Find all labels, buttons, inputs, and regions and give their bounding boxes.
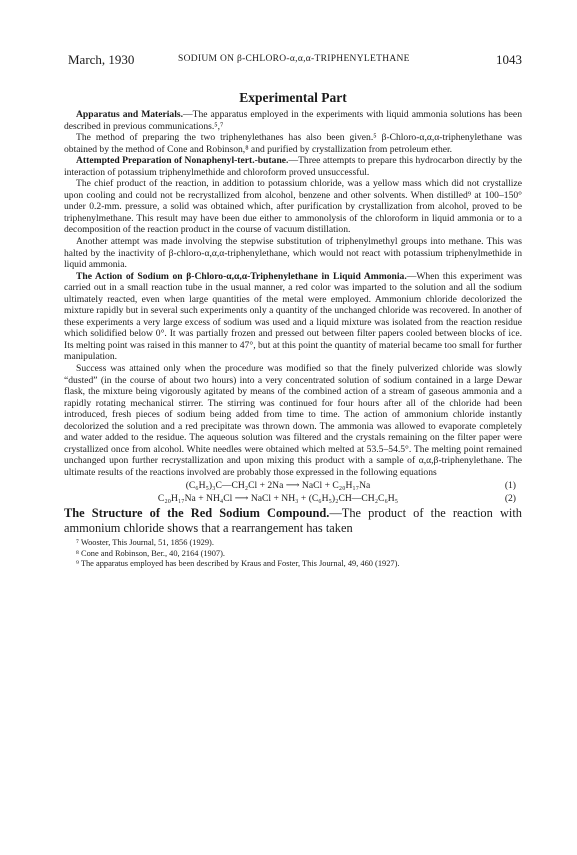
paragraph-heading: The Action of Sodium on β-Chloro-α,α,α-Triphenylethane in Liquid Ammonia.: [76, 270, 407, 282]
equation-body: C₂₀H₁₇Na + NH₄Cl ⟶ NaCl + NH₃ + (C₆H₅)₂CH—CH₂C₆H₅: [157, 492, 399, 504]
paragraph-heading: The Structure of the Red Sodium Compound.: [64, 505, 330, 520]
equation-number: (2): [504, 492, 516, 504]
footnote-8: ⁸ Cone and Robinson, Ber., 40, 2164 (1907).: [76, 548, 226, 558]
paragraph-text: The method of preparing the two triphenylethanes has also been given.⁵ β-Chloro-α,α,α-triphenylethane was obtained by the method of Cone and Robinson,⁸ and purified by crystallization from petroleum ether.: [64, 132, 522, 155]
journal-page: [64, 52, 522, 570]
paragraph-action-of-sodium: [64, 271, 522, 363]
paragraph-success: [64, 363, 522, 478]
equation-body: (C₆H₅)₃C—CH₂Cl + 2Na ⟶ NaCl + C₂₀H₁₇Na: [185, 479, 371, 491]
paragraph-heading: Attempted Preparation of Nonaphenyl-tert.-butane.: [76, 155, 289, 167]
footnote-7: ⁷ Wooster, This Journal, 51, 1856 (1929).: [76, 537, 214, 547]
paragraph-text: —The product of the reaction with ammonium chloride shows that a rearrangement has taken: [64, 505, 522, 535]
equation-1: [64, 479, 522, 492]
footnote-9: ⁹ The apparatus employed has been described by Kraus and Foster, This Journal, 49, 460 (1927).: [76, 559, 400, 569]
paragraph-text: Success was attained only when the procedure was modified so that the finely pulverized chloride was slowly “dusted” (in the course of about two hours) into a very concentrated solution of sodium contained in a large Dewar flask, the mixture being vigorously agitated by means of the combined action of a stream of gaseous ammonia and a rapidly rotating mechanical stirrer. The stirring was continued for four hours after all of the chloride had been introduced, fresh pieces of sodium being added from time to time. The action of ammonium chloride instantly decolorized the solution and a red precipitate was thrown down. The ammonia was allowed to evaporate completely and water added to the residue. The aqueous solution was filtered and the crystals remaining on the filter paper were crystallized once from alcohol. White needles were obtained which melted at 53.5–54.5°. The melting point remained unchanged upon further recrystallization and upon mixing this product with a sample of α,α,β-triphenylethane. The ultimate results of the reactions involved are probably those expressed in the following equations: [64, 363, 522, 478]
paragraph-text: —When this experiment was carried out in a small reaction tube in the usual manner, a red color was imparted to the solution and all the sodium ultimately reacted, even when large quantities of the metal were employed. Ammonium chloride decolorized the mixture rapidly but in several such experiments only a quantity of the unchanged chloride was recovered. In another of these experiments a very large excess of sodium was used and a liquid mixture was isolated from the reaction residue which solidified below 0°. It was partially frozen and pressed out between filter papers cooled between blocks of ice. Its melting point was raised in this manner to 47°, but at this point the quantity of material became too small for further manipulation.: [64, 270, 522, 363]
paragraph-text: —Three attempts to prepare this hydrocarbon directly by the interaction of potassium triphenylmethide and chloroform proved unsuccessful.: [64, 155, 522, 178]
paragraph-text: The chief product of the reaction, in addition to potassium chloride, was a yellow mass which did not crystallize upon cooling and could not be recrystallized from alcohol, benzene and other solvents. When distilled⁹ at 100–150° under 0.2-mm. pressure, a solid was obtained which, after purification by crystallization from alcohol, proved to be triphenylmethane. This result may have been due either to ammonolysis of the chloroform in liquid ammonia or to a decomposition of the reaction product in the course of vacuum distillation.: [64, 178, 522, 236]
paragraph-apparatus: [64, 109, 522, 132]
equation-number: (1): [504, 479, 516, 491]
paragraph-attempted: [64, 155, 522, 178]
paragraph-chief-product: [64, 178, 522, 236]
footnotes: [64, 538, 522, 570]
paragraph-method: [64, 132, 522, 155]
paragraph-red-sodium-compound: [64, 506, 522, 536]
paragraph-text: Another attempt was made involving the stepwise substitution of triphenylmethyl groups into methane. This was halted by the inactivity of β-chloro-α,α,α-triphenylethane, which would not react with potassium triphenylmethide in liquid ammonia.: [64, 236, 522, 271]
header-running-title: SODIUM ON β-CHLORO-α,α,α-TRIPHENYLETHANE: [178, 54, 410, 64]
header-date: March, 1930: [68, 52, 135, 67]
paragraph-another-attempt: [64, 236, 522, 271]
running-header: [64, 52, 522, 72]
paragraph-text: —The apparatus employed in the experiments with liquid ammonia solutions has been described in previous communications.⁵,⁷: [64, 109, 522, 132]
header-page-number: 1043: [496, 52, 522, 67]
paragraph-heading: Apparatus and Materials.: [76, 109, 184, 120]
equation-2: [64, 492, 522, 505]
section-title: Experimental Part: [239, 90, 347, 105]
